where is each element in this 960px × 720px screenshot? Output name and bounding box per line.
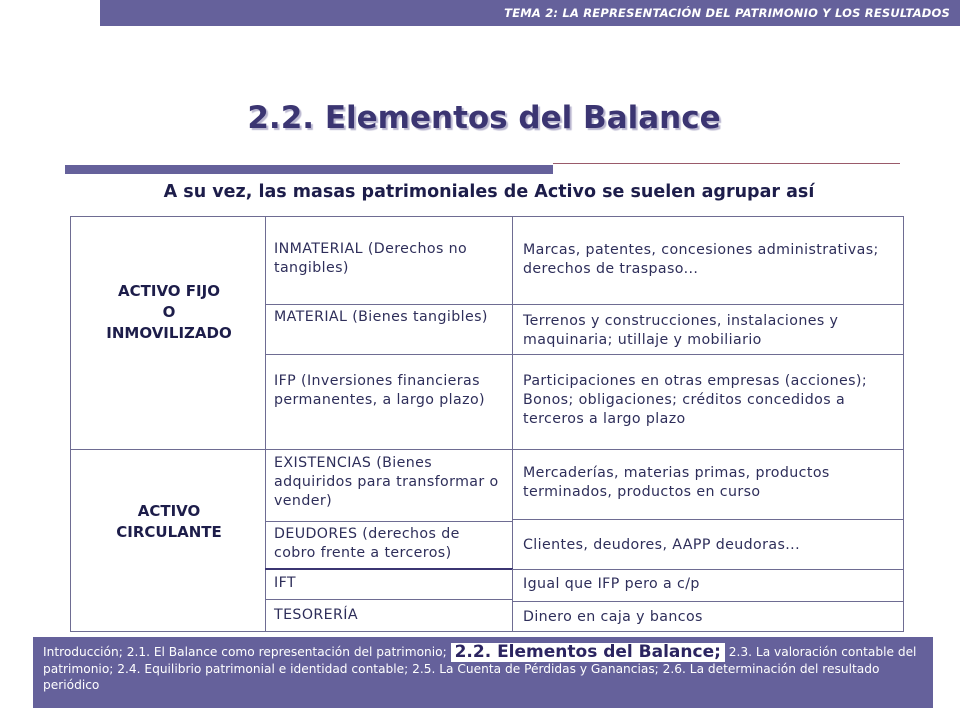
examples-cell: Participaciones en otras empresas (acciones); Bonos; obligaciones; créditos concedidos a terceros a largo plazo <box>523 373 868 427</box>
group-label-line: CIRCULANTE <box>116 523 222 541</box>
slide-title: 2.2. Elementos del Balance <box>247 100 721 136</box>
footer-text-after: 2.3. La valoración contable del patrimonio; 2.4. Equilibrio patrimonial e identidad contable; 2.5. La Cuenta de Pérdidas y Ganancias; 2.6. La determinación del resultado periódico <box>43 645 917 692</box>
group-label-fixed-assets <box>71 281 267 344</box>
footer-current-section: 2.2. Elementos del Balance; <box>451 643 725 662</box>
category-cell: TESORERÍA <box>274 607 358 623</box>
cat-divider <box>265 304 513 305</box>
category-cell: DEUDORES (derechos de cobro frente a terceros) <box>274 526 460 561</box>
examples-cell: Terrenos y construcciones, instalaciones y maquinaria; utillaje y mobiliario <box>523 313 839 348</box>
category-cell: IFP (Inversiones financieras permanentes, a largo plazo) <box>274 373 485 408</box>
examples-cell: Clientes, deudores, AAPP deudoras... <box>523 537 800 553</box>
group-label-line: ACTIVO FIJO <box>118 282 220 300</box>
category-cell: INMATERIAL (Derechos no tangibles) <box>274 241 468 276</box>
cat-divider <box>265 354 513 355</box>
cat-divider <box>265 599 513 600</box>
ex-divider <box>512 304 903 305</box>
title-rule-thick <box>65 165 553 174</box>
cat-divider <box>265 521 513 522</box>
ex-divider <box>512 601 903 602</box>
examples-cell: Igual que IFP pero a c/p <box>523 576 700 592</box>
group-label-line: ACTIVO <box>137 502 201 520</box>
ex-divider <box>512 569 903 570</box>
group-label-line: INMOVILIZADO <box>106 324 232 342</box>
group-divider <box>71 449 903 450</box>
category-cell: IFT <box>274 575 296 591</box>
topic-header: TEMA 2: LA REPRESENTACIÓN DEL PATRIMONIO Y LOS RESULTADOS <box>100 0 960 26</box>
examples-cell: Dinero en caja y bancos <box>523 609 703 625</box>
ex-divider <box>512 354 903 355</box>
examples-cell: Marcas, patentes, concesiones administrativas; derechos de traspaso... <box>523 242 879 277</box>
group-label-current-assets <box>71 501 267 543</box>
examples-cell: Mercaderías, materias primas, productos terminados, productos en curso <box>523 465 830 500</box>
cat-divider <box>265 568 513 570</box>
ex-divider <box>512 519 903 520</box>
footer-text-before: Introducción; 2.1. El Balance como representación del patrimonio; <box>43 645 447 659</box>
footer-navigation <box>33 637 933 708</box>
asset-grouping-table <box>70 216 904 632</box>
slide-subtitle: A su vez, las masas patrimoniales de Activo se suelen agrupar así <box>163 182 815 202</box>
category-cell: EXISTENCIAS (Bienes adquiridos para transformar o vender) <box>274 455 499 509</box>
group-label-line: O <box>162 303 176 321</box>
category-cell: MATERIAL (Bienes tangibles) <box>274 309 488 325</box>
title-rule-thin <box>553 163 900 164</box>
